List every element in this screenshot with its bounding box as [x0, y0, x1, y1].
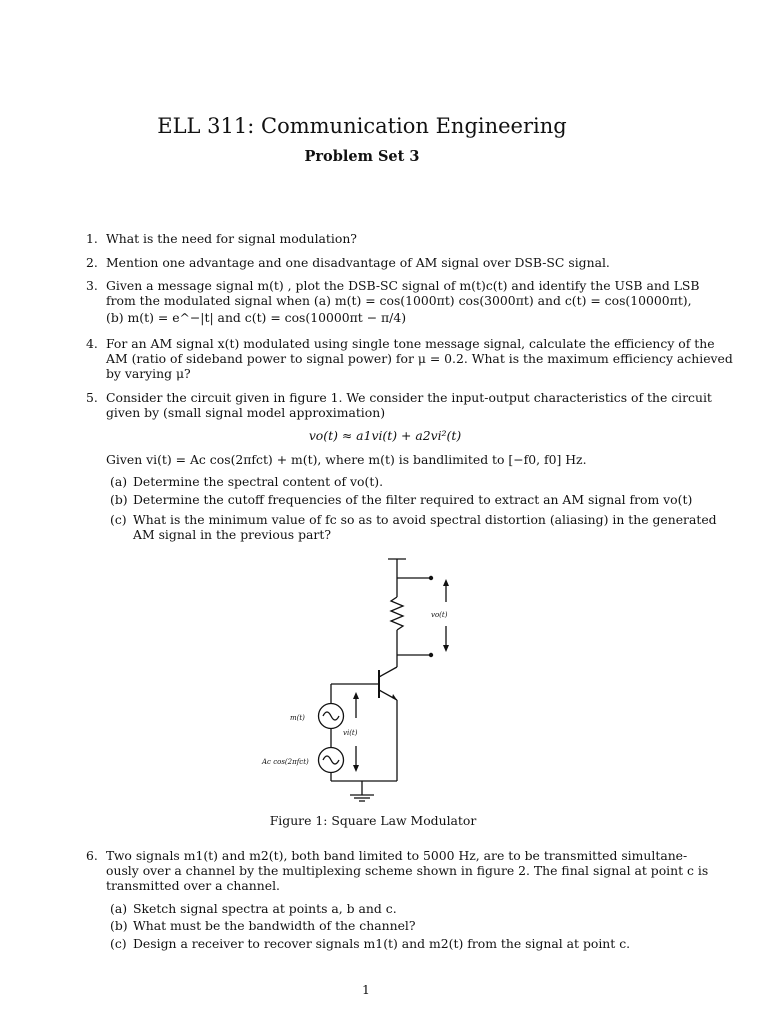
problem-number: 2. — [86, 255, 98, 270]
page-number: 1 — [362, 982, 370, 997]
equation-small-signal: vo(t) ≈ a1vi(t) + a2vi²(t) — [308, 428, 462, 443]
part-text: What must be the bandwidth of the channel? — [133, 918, 416, 933]
sine-icon — [323, 712, 339, 720]
terminal-dot — [429, 576, 433, 580]
part-text-line: What is the minimum value of fc so as to avoid spectral distortion (aliasing) in the generated — [133, 512, 717, 527]
sine-icon — [323, 756, 339, 764]
part-text: Sketch signal spectra at points a, b and c. — [133, 901, 397, 916]
problem-number: 5. — [86, 390, 98, 405]
part-label: (a) — [110, 901, 128, 916]
problem-text-line: AM (ratio of sideband power to signal power) for μ = 0.2. What is the maximum efficiency achieved — [106, 351, 733, 366]
arrowhead-icon — [443, 579, 449, 586]
problem-number: 6. — [86, 848, 98, 863]
vi-label: vi(t) — [343, 729, 358, 737]
problem-text-line: Given a message signal m(t) , plot the DSB-SC signal of m(t)c(t) and identify the USB and LSB — [106, 278, 700, 293]
part-text: Determine the spectral content of vo(t). — [133, 474, 384, 489]
problem-text-line: by varying μ? — [106, 366, 191, 381]
figure-caption: Figure 1: Square Law Modulator — [269, 813, 477, 828]
part-label: (a) — [110, 474, 128, 489]
transistor-collector — [379, 667, 397, 677]
part-text-line: AM signal in the previous part? — [133, 527, 331, 542]
problem-text: Mention one advantage and one disadvantage of AM signal over DSB-SC signal. — [106, 255, 610, 270]
arrowhead-icon — [353, 692, 359, 699]
problem-text: What is the need for signal modulation? — [106, 231, 357, 246]
problem-text-line: Given vi(t) = Ac cos(2πfct) + m(t), where m(t) is bandlimited to [−f0, f0] Hz. — [106, 452, 587, 467]
part-label: (b) — [110, 918, 128, 933]
part-text: Design a receiver to recover signals m1(t) and m2(t) from the signal at point c. — [133, 936, 631, 951]
part-text: Determine the cutoff frequencies of the filter required to extract an AM signal from vo(t) — [133, 492, 693, 507]
m-label: m(t) — [290, 714, 305, 722]
problem-text-line: Two signals m1(t) and m2(t), both band limited to 5000 Hz, are to be transmitted simultane- — [106, 848, 688, 863]
problem-text-line: from the modulated signal when (a) m(t) = cos(1000πt) cos(3000πt) and c(t) = cos(10000πt), — [106, 293, 692, 308]
problem-number: 1. — [86, 231, 98, 246]
carrier-label: Ac cos(2πfct) — [262, 758, 309, 766]
problem-text-line: transmitted over a channel. — [106, 878, 280, 893]
terminal-dot — [429, 653, 433, 657]
part-label: (b) — [110, 492, 128, 507]
resistor-symbol — [391, 597, 403, 630]
problem-text-line: ously over a channel by the multiplexing scheme shown in figure 2. The final signal at point c is — [106, 863, 709, 878]
page-title: ELL 311: Communication Engineering — [157, 114, 567, 138]
part-label: (c) — [110, 936, 127, 951]
arrowhead-icon — [353, 765, 359, 772]
problem-number: 4. — [86, 336, 98, 351]
problem-text-line: For an AM signal x(t) modulated using single tone message signal, calculate the efficiency of the — [106, 336, 715, 351]
vo-label: vo(t) — [431, 611, 448, 619]
page-subtitle: Problem Set 3 — [304, 148, 420, 165]
problem-text-line: given by (small signal model approximation) — [106, 405, 386, 420]
problem-text-line: (b) m(t) = e^−|t| and c(t) = cos(10000πt − π/4) — [106, 310, 407, 325]
part-label: (c) — [110, 512, 127, 527]
problem-text-line: Consider the circuit given in figure 1. We consider the input-output characteristics of the circuit — [106, 390, 712, 405]
problem-number: 3. — [86, 278, 98, 293]
arrowhead-icon — [443, 645, 449, 652]
